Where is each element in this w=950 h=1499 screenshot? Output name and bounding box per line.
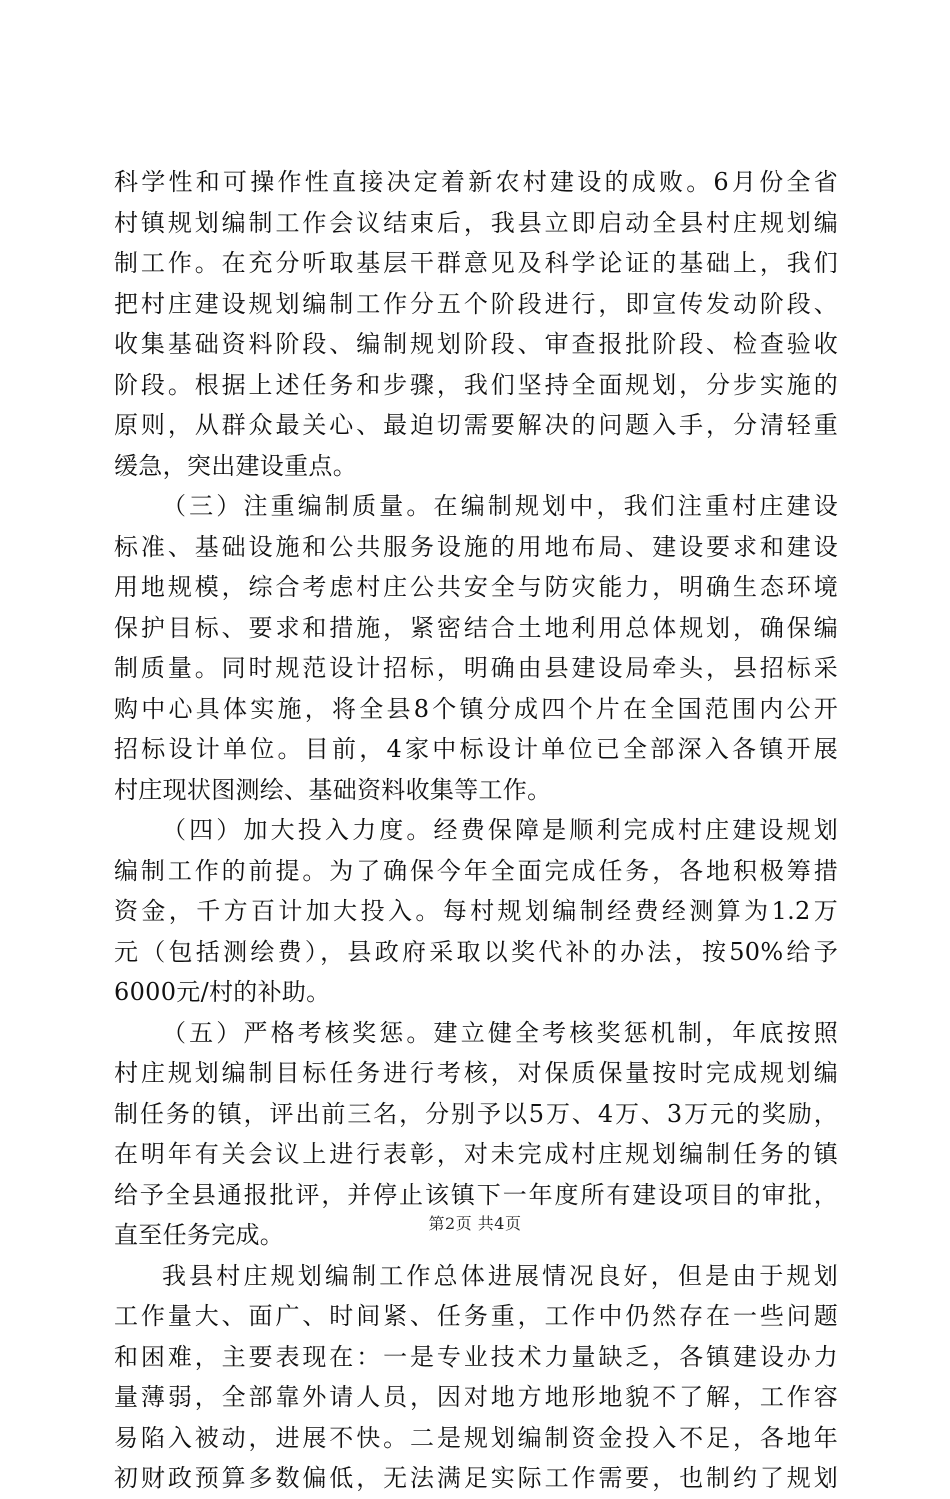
- text-line: 用地规模，综合考虑村庄公共安全与防灾能力，明确生态环境: [114, 573, 838, 601]
- text-line: 保护目标、要求和措施，紧密结合土地利用总体规划，确保编: [114, 613, 838, 642]
- text-line: 给予全县通报批评，并停止该镇下一年度所有建设项目的审批，: [114, 1180, 838, 1209]
- text-line: 村庄规划编制目标任务进行考核，对保质保量按时完成规划编: [114, 1059, 838, 1087]
- text-line: 量薄弱，全部靠外请人员，因对地方地形地貌不了解，工作容: [114, 1383, 838, 1411]
- text-line: （五）严格考核奖惩。建立健全考核奖惩机制，年底按照: [162, 1018, 838, 1047]
- text-line: 村庄现状图测绘、基础资料收集等工作。: [114, 775, 552, 804]
- text-line: 缓急，突出建设重点。: [114, 451, 357, 480]
- text-line: （四）加大投入力度。经费保障是顺利完成村庄建设规划: [162, 816, 838, 844]
- text-line: 收集基础资料阶段、编制规划阶段、审查报批阶段、检查验收: [114, 330, 838, 358]
- text-line: 招标设计单位。目前，4家中标设计单位已全部深入各镇开展: [114, 735, 838, 763]
- text-line: 和困难，主要表现在：一是专业技术力量缺乏，各镇建设办力: [114, 1342, 838, 1371]
- text-line: 6000元/村的补助。: [114, 978, 331, 1006]
- text-line: 标准、基础设施和公共服务设施的用地布局、建设要求和建设: [114, 532, 838, 561]
- text-line: 编制工作的前提。为了确保今年全面完成任务，各地积极筹措: [114, 856, 838, 885]
- text-line: 科学性和可操作性直接决定着新农村建设的成败。6月份全省: [114, 168, 838, 196]
- text-line: 村镇规划编制工作会议结束后，我县立即启动全县村庄规划编: [114, 208, 838, 237]
- text-line: 阶段。根据上述任务和步骤，我们坚持全面规划，分步实施的: [114, 370, 838, 399]
- text-line: 初财政预算多数偏低，无法满足实际工作需要，也制约了规划: [114, 1464, 838, 1492]
- document-body: [114, 162, 838, 1499]
- text-line: 元（包括测绘费），县政府采取以奖代补的办法，按50%给予: [114, 937, 838, 966]
- text-line: 制质量。同时规范设计招标，明确由县建设局牵头，县招标采: [114, 654, 838, 682]
- text-line: 购中心具体实施，将全县8个镇分成四个片在全国范围内公开: [114, 694, 838, 723]
- text-line: 资金，千方百计加大投入。每村规划编制经费经测算为1.2万: [114, 897, 838, 925]
- text-line: 直至任务完成。: [114, 1221, 285, 1249]
- text-line: 制任务的镇，评出前三名，分别予以5万、4万、3万元的奖励，: [114, 1099, 838, 1128]
- text-line: （三）注重编制质量。在编制规划中，我们注重村庄建设: [162, 492, 838, 520]
- text-line: 工作量大、面广、时间紧、任务重，工作中仍然存在一些问题: [114, 1302, 838, 1330]
- text-line: 我县村庄规划编制工作总体进展情况良好，但是由于规划: [162, 1261, 838, 1290]
- text-line: 制工作。在充分听取基层干群意见及科学论证的基础上，我们: [114, 249, 838, 277]
- page-footer: 第2页 共4页: [428, 1214, 522, 1233]
- text-line: 把村庄建设规划编制工作分五个阶段进行，即宣传发动阶段、: [114, 289, 838, 318]
- text-line: 在明年有关会议上进行表彰，对未完成村庄规划编制任务的镇: [114, 1140, 838, 1168]
- text-line: 原则，从群众最关心、最迫切需要解决的问题入手，分清轻重: [114, 411, 838, 439]
- text-line: 易陷入被动，进展不快。二是规划编制资金投入不足，各地年: [114, 1423, 838, 1452]
